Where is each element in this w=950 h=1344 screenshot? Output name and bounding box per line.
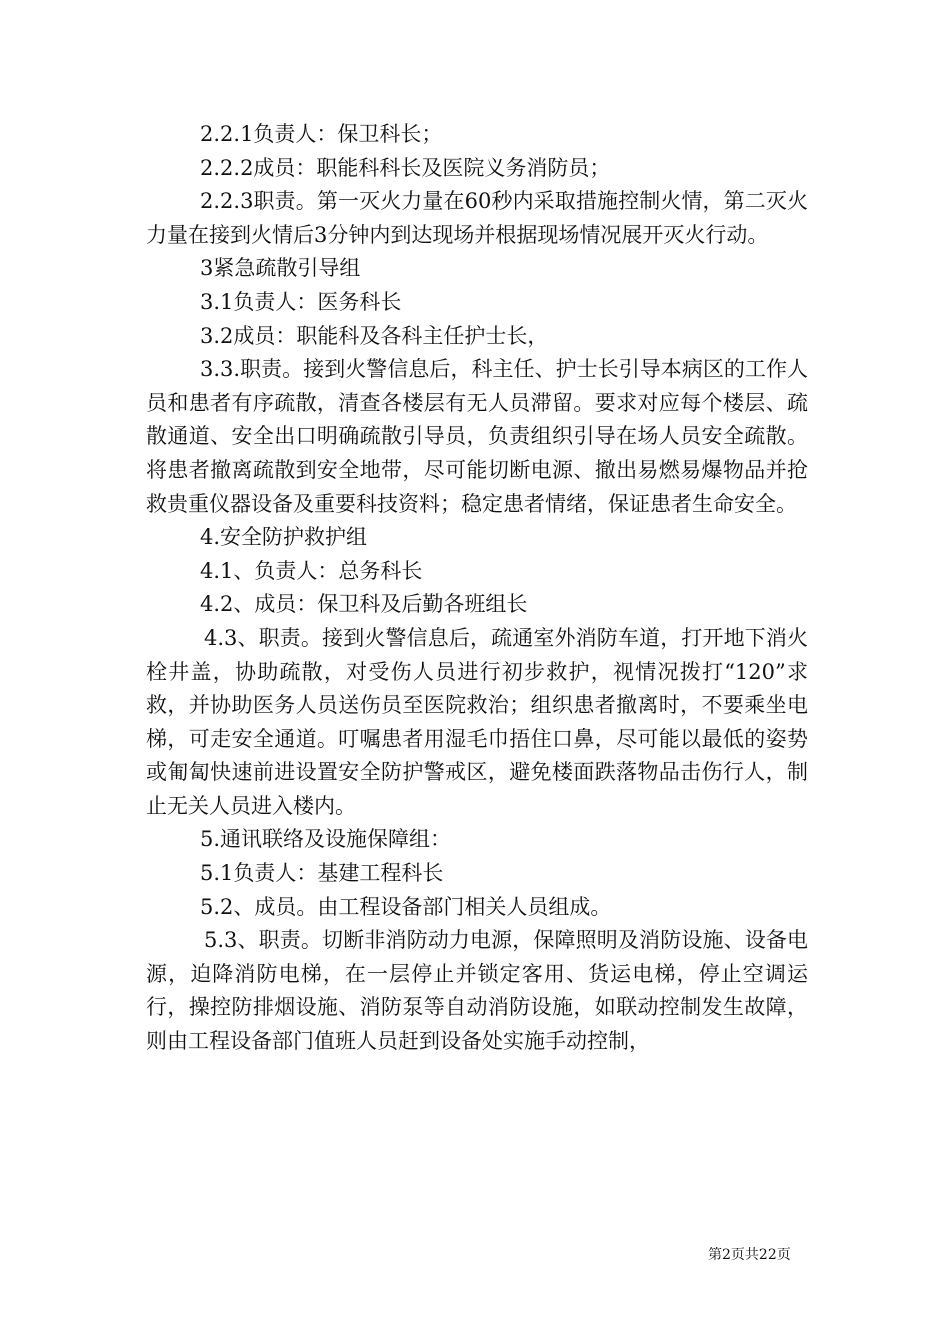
- paragraph-4-2: 4.2、成员：保卫科及后勤各班组长: [200, 592, 528, 617]
- section-heading-3: 3紧急疏散引导组: [200, 256, 361, 281]
- paragraph-5-2: 5.2、成员。由工程设备部门相关人员组成。: [200, 894, 612, 919]
- page-number-footer: 第2页共22页: [708, 1247, 791, 1263]
- section-heading-5: 5.通讯联络及设施保障组：: [200, 827, 452, 852]
- section-heading-4: 4.安全防护救护组: [200, 525, 368, 550]
- paragraph-3-1: 3.1负责人：医务科长: [200, 289, 402, 314]
- document-body: [146, 118, 808, 1059]
- paragraph-5-1: 5.1负责人：基建工程科长: [200, 861, 444, 886]
- paragraph-2-2-3: 2.2.3职责。第一灭火力量在60秒内采取措施控制火情，第二灭火力量在接到火情后3分钟内到达现场并根据现场情况展开灭火行动。: [146, 189, 808, 247]
- paragraph-5-3: 5.3、职责。切断非消防动力电源，保障照明及消防设施、设备电源，迫降消防电梯，在一层停止并锁定客用、货运电梯，停止空调运行，操控防排烟设施、消防泵等自动消防设施，如联动控制发生故障，则由工程设备部门值班人员赶到设备处实施手动控制，: [146, 928, 808, 1054]
- paragraph-4-3: 4.3、职责。接到火警信息后，疏通室外消防车道，打开地下消火栓井盖，协助疏散，对受伤人员进行初步救护，视情况拨打“120”求救，并协助医务人员送伤员至医院救治；组织患者撤离时，不要乘坐电梯，可走安全通道。叮嘱患者用湿毛巾捂住口鼻，尽可能以最低的姿势或匍匐快速前进设置安全防护警戒区，避免楼面跌落物品击伤行人，制止无关人员进入楼内。: [146, 625, 808, 818]
- paragraph-2-2-1: 2.2.1负责人：保卫科长；: [200, 122, 443, 146]
- paragraph-2-2-2: 2.2.2成员：职能科科长及医院义务消防员；: [200, 155, 611, 180]
- paragraph-4-1: 4.1、负责人：总务科长: [200, 558, 423, 583]
- paragraph-3-2: 3.2成员：职能科及各科主任护士长，: [200, 323, 549, 348]
- paragraph-3-3: 3.3.职责。接到火警信息后，科主任、护士长引导本病区的工作人员和患者有序疏散，清查各楼层有无人员滞留。要求对应每个楼层、疏散通道、安全出口明确疏散引导员，负责组织引导在场人员安全疏散。将患者撤离疏散到安全地带，尽可能切断电源、撤出易燃易爆物品并抢救贵重仪器设备及重要科技资料；稳定患者情绪，保证患者生命安全。: [146, 357, 808, 516]
